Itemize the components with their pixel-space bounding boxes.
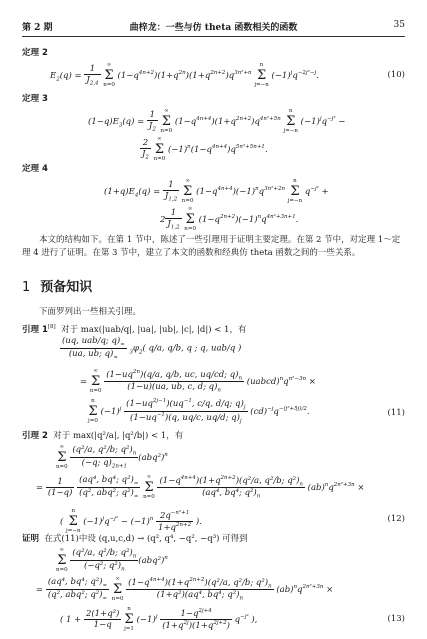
lemma-2-condition: 对于 max(|q²/a|, |q²/b|) < 1，有	[53, 431, 184, 441]
structure-paragraph: 本文的结构如下。在第 1 节中，陈述了一些引理用于证明主要定理。在第 2 节中，对定理 1～定理 4 进行了证明。在第 3 节中，建立了本文的函数和经典仿 theta 函数之间的一些关系。	[22, 235, 401, 258]
lemma-2-label: 引理 2	[22, 431, 48, 441]
proof-equation-line3: ( 1 + $\frac{\text{2(1+q²)}}{1-q}$ n Σ j=1 $(-1)^j$ $\frac{1-q^{2j+4}}{(1+q^{2j})(1+q^{2j+2})}$ $q^{-j^2}$ ),	[60, 606, 258, 632]
theorem-3-equation-line1: $(1-q)E_3(q)$ = $\frac{1}{J_2}$ ∞ Σ n=0 $(1-q^{4n+4})(1+q^{2n+2})q^{4n^2+5n}$ n Σ j=−n $(-1)^jq^{-j^2}$ −	[88, 108, 346, 134]
lemma-1-equation-line1: $\frac{(uq, uab/q; q)_\infty}{(ua, ub; q)_\infty}$ $_3\varphi_2$( q/a, q/b, q ; q, uab/q )	[62, 336, 242, 361]
equation-number-11: (11)	[387, 408, 405, 418]
lemma-2-equation-line3: ( n Σ j=−n $(-1)^jq^{-j^2} - (-1)^n$ $\frac{2q^{-n^2+1}}{1+q^{2n+2}}$ ).	[60, 508, 202, 534]
running-header	[22, 20, 405, 34]
proof-label: 证明	[22, 534, 40, 544]
lemma-1-equation-line2: = ∞ Σ n=0 $\frac{(1-uq^{2n})(q/a, q/b, uc, uq/cd; q)_n}{(1-u)(ua, ub, c, d; q)_n}$ $(uabcd)^nq^{n^2-3n}$ ×	[80, 368, 316, 395]
running-title: 曲梓龙：一些与仿 theta 函数相关的函数	[129, 23, 298, 33]
theorem-4-label: 定理 4	[22, 164, 48, 174]
lemma-1-statement	[22, 321, 405, 337]
lemma-2-equation-line1: ∞ Σ n=0 $\frac{(q^2/a, q^2/b; q^2)_n}{(-q; q)_{2n+1}}$ $(abq^2)^n$	[56, 444, 168, 470]
theorem-2-equation: $E_2(q)$ = $\frac{1}{J_{2,4}}$ ∞ Σ n=0 $(1-q^{4n+2})(1+q^{2n})(1+q^{2n+2})q^{3n^2+n}$ n Σ j=−n $(-1)^jq^{-2j^2-j}$.	[50, 62, 319, 88]
section-number: 1	[22, 280, 31, 295]
page-number: 35	[393, 20, 405, 30]
lemma-1-condition: 对于 max(|uab/q|, |ua|, |ub|, |c|, |d|) < 1，有	[61, 324, 247, 335]
equation-number-10: (10)	[387, 70, 405, 80]
proof-statement	[22, 533, 405, 546]
equation-number-13: (13)	[387, 614, 405, 624]
lemma-2-statement	[22, 430, 405, 443]
proof-text: 在式(11)中设 (q,u,c,d) → (q², q⁴, −q², −q³) 可得到	[44, 534, 248, 544]
section-title: 预备知识	[40, 280, 93, 295]
theorem-2-label: 定理 2	[22, 48, 48, 58]
lemma-2-equation-line2: = $\frac{1}{(1-q)}$ $\frac{(aq^4, bq^4; q^2)_\infty}{(q^2, abq^2; q^2)_\infty}$ ∞ Σ n=0 $\frac{(1-q^{4n+4})(1+q^{2n+2})(q^2/a, q^2/b; q^2)_n}{(aq^4, bq^4; q^2)_n}$ $(ab)^nq^{2n^2+3n}$ ×	[36, 474, 365, 501]
equation-number-12: (12)	[387, 514, 405, 524]
lemma-1-equation-line3: n Σ j=0 $(-1)^j$ $\frac{(1-uq^{2j-1})(uq^{-1}, c/q, d/q; q)_j}{(1-uq^{-1})(q, uq/c, uq/d; q)_j}$ $(cd)^{-j}q^{-(j^2+5j)/2}$.	[88, 398, 310, 425]
theorem-3-equation-line2: $\frac{2}{J_2}$ ∞ Σ n=0 $(-1)^n(1-q^{4n+4})q^{5n^2+5n+1}$.	[142, 136, 268, 162]
proof-equation-line2: = $\frac{(aq^4, bq^4; q^2)_\infty}{(q^2, abq^2; q^2)_\infty}$ ∞ Σ n=0 $\frac{(1-q^{4n+4})(1+q^{2n+2})(q^2/a, q^2/b; q^2)_n}{(1+q^2)(aq^4, bq^4; q^2)_n}$ $(ab)^nq^{2n^2+3n}$ ×	[36, 576, 334, 603]
header-rule	[22, 36, 405, 37]
lemma-1-label: 引理 1	[22, 324, 48, 335]
theorem-3-label: 定理 3	[22, 94, 48, 104]
theorem-4-equation-line2: 2 $\frac{1}{J_{1,2}}$ ∞ Σ n=0 $(1-q^{2n+2})(-1)^nq^{4n^2+3n+1}$.	[160, 206, 299, 232]
lemma-1-citation: [8]	[47, 324, 56, 330]
issue-number: 第 2 期	[22, 23, 53, 33]
theorem-4-equation-line1: $(1+q)E_4(q)$ = $\frac{1}{J_{1,2}}$ ∞ Σ n=0 $(1-q^{4n+4})(-1)^nq^{3n^2+2n}$ n Σ j=−n $q^{-j^2}$ +	[104, 178, 329, 204]
intro-line: 下面罗列出一些相关引理。	[39, 307, 142, 317]
proof-equation-line1: ∞ Σ n=0 $\frac{(q^2/a, q^2/b; q^2)_n}{(-q^2; q^2)_n}$ $(abq^2)^n$	[56, 547, 168, 573]
section-heading	[22, 276, 92, 295]
